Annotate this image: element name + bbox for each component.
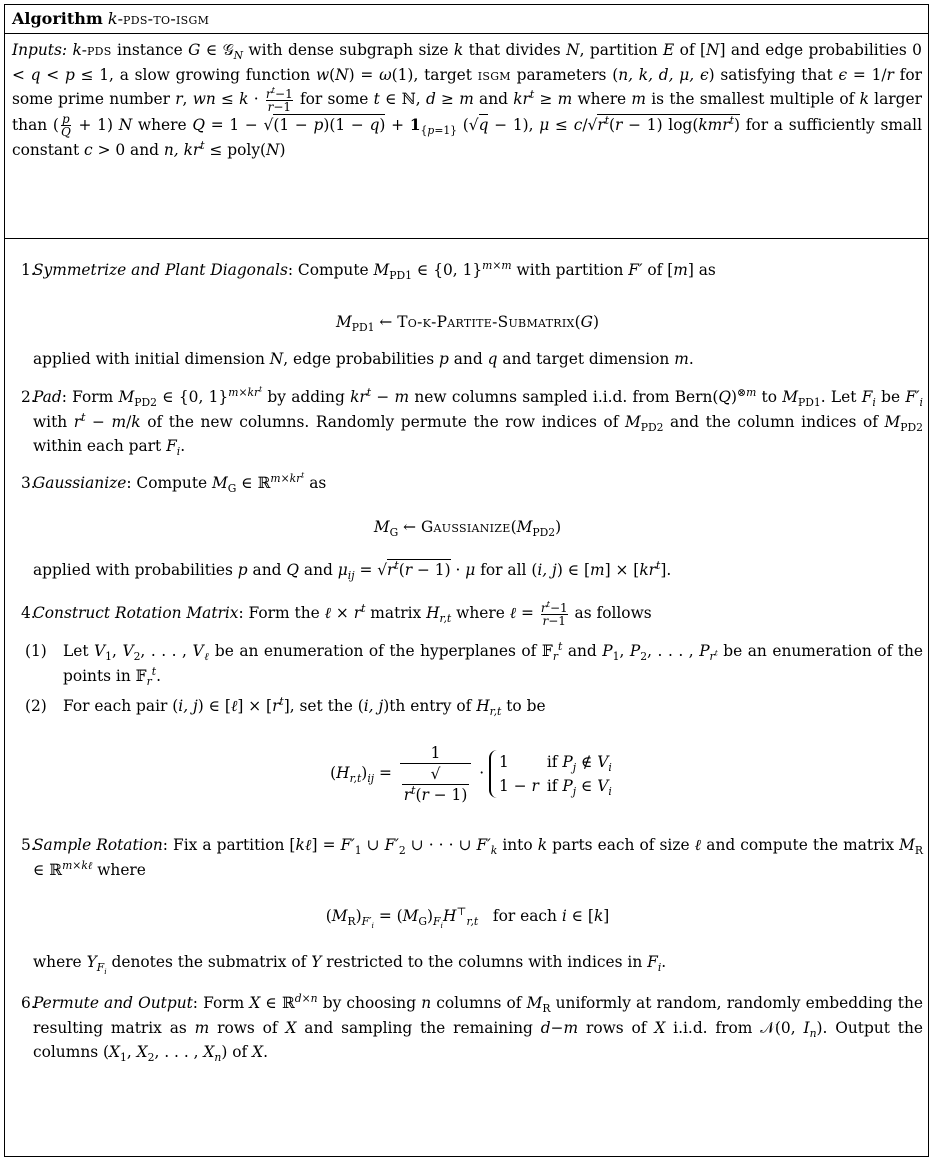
step-title: Pad <box>33 388 62 406</box>
step-number: 5. <box>21 836 36 854</box>
step-3: 3. Gaussianize: Compute $M_G$ ∈ ℝ$^{m\times kr^t}$ as <box>21 470 327 496</box>
step-title: Permute and Output <box>33 994 193 1012</box>
step-title: Symmetrize and Plant Diagonals <box>33 261 288 279</box>
step-4: 4. Construct Rotation Matrix: Form the ℓ × $r^t$ matrix $H_{r,t}$ where ℓ = $\frac{r^t-1}{r-1}$ as follows <box>21 598 652 628</box>
step-title: Construct Rotation Matrix <box>33 604 239 622</box>
step-number: 3. <box>21 474 36 492</box>
step-number: 1. <box>21 261 36 279</box>
algorithm-label: Algorithm <box>12 9 103 28</box>
inputs-label: Inputs: <box>12 41 68 59</box>
equation-gaussianize: $M_G$ ← $Gaussianize(M_{PD2})$ <box>373 518 562 540</box>
step-3-detail: applied with probabilities p and Q and $\mu_{ij} = √r^t(r - 1) \cdot \mu$ for all (i, j) ∈ $[m] \times [kr^t]$. <box>33 558 672 583</box>
step-title: Sample Rotation <box>33 836 163 854</box>
procedure-name: To-k-Partite-Submatrix <box>397 313 575 331</box>
procedure-name: Gaussianize <box>420 518 511 536</box>
step-5-detail: where $Y_{F_i}$ denotes the submatrix of Y restricted to the columns with indices in $F_i$. <box>33 953 667 977</box>
inputs-divider <box>5 238 928 239</box>
step-number: 6. <box>21 994 36 1012</box>
step-2: 2. Pad: Form $M_{PD2}$ ∈ {0, 1}$^{m\times kr^t}$ by adding $kr^t - m$ new columns sampled i.i.d. from $Bern(Q)^{\otimes m}$ to $M_{PD1}$. Let $F_i$ be $F'_i$ with $r^t - m/k$ of the new columns. Randomly permute the row indices of $M_{PD2}$ and the column indices of $M_{PD2}$ within each part $F_i$. <box>21 384 923 459</box>
substep-2: (2) For each pair (i, j) ∈ [ℓ] × $[r^t]$, set the (i, j)th entry of $H_{r,t}$ to be <box>25 694 546 719</box>
algorithm-box <box>4 4 929 1157</box>
equation-rotation-entry: $(H_{r,t})_{ij}$ = 1 √ $r^t(r - 1)$ · 1 if $P_j$ ∉ $V_i$ 1 − r if $P_j$ ∈ $V_i$ <box>125 743 825 805</box>
algorithm-title: Algorithm k-pds-to-isgm <box>12 9 210 28</box>
step-6: 6. Permute and Output: Form X ∈ ℝ$^{d\times n}$ by choosing n columns of $M_R$ uniformly at random, randomly embedding the resulting matrix as m rows of X and sampling the remaining d−m rows of X i.i.d. from 𝒩(0, $I_n$). Output the columns ($X_1$, $X_2$, . . . , $X_n$) of X. <box>21 991 923 1065</box>
substep-1: (1) Let $V_1$, $V_2$, . . . , $V_\ell$ be an enumeration of the hyperplanes of 𝔽$_r^t$ and $P_1$, $P_2$, . . . , $P_{r^t}$ be an enumeration of the points in 𝔽$_r^t$. <box>25 639 923 688</box>
step-title: Gaussianize <box>33 474 127 492</box>
equation-sample-rotation: $(M_R)_{F'_i} = (M_G)_{F_i}H^⊤_{r,t}$ for each i ∈ [k] <box>325 904 610 931</box>
step-1: 1. Symmetrize and Plant Diagonals: Compute $M_{PD1}$ ∈ {0, 1}$^{m\times m}$ with partition F′ of [m] as <box>21 258 716 283</box>
substep-number: (2) <box>25 697 47 715</box>
equation-submatrix: $M_{PD1}$ ← To-k-Partite-Submatrix(G) <box>336 313 599 335</box>
step-number: 4. <box>21 604 36 622</box>
step-number: 2. <box>21 388 36 406</box>
step-5: 5. Sample Rotation: Fix a partition [kℓ] = $F'_1$ ∪ $F'_2$ ∪ · · · ∪ $F'_k$ into k parts each of size ℓ and compute the matrix $M_R$ ∈ ℝ$^{m\times k\ell}$ where <box>33 833 923 882</box>
substep-number: (1) <box>25 642 47 660</box>
algorithm-header <box>5 5 928 34</box>
step-1-detail: applied with initial dimension N, edge probabilities p and q and target dimension m. <box>33 350 694 368</box>
inputs-paragraph: Inputs: k-pds instance G ∈ 𝒢$_N$ with dense subgraph size k that divides N, partition E of [N] and edge probabilities 0 < q < p ≤ 1, a slow growing function w(N) = ω(1), target isgm parameters (n, k, d, μ, ϵ) satisfying that ϵ = 1/r for some prime number r, wn ≤ k · $\frac{r^t-1}{r-1}$ for some t ∈ ℕ, d ≥ m and $kr^t \ge m$ where m is the smallest multiple of k larger than ( $\frac{p}{Q}$ + 1) N where $Q = 1 - √(1 - p)(1 - q) + 1_{\{p=1\}}$ (√q − 1), $\mu \le c/√r^t(r - 1)$ log(kmr$^t$) for a sufficiently small constant c > 0 and n, $kr^t$ ≤ poly(N) <box>12 41 922 160</box>
